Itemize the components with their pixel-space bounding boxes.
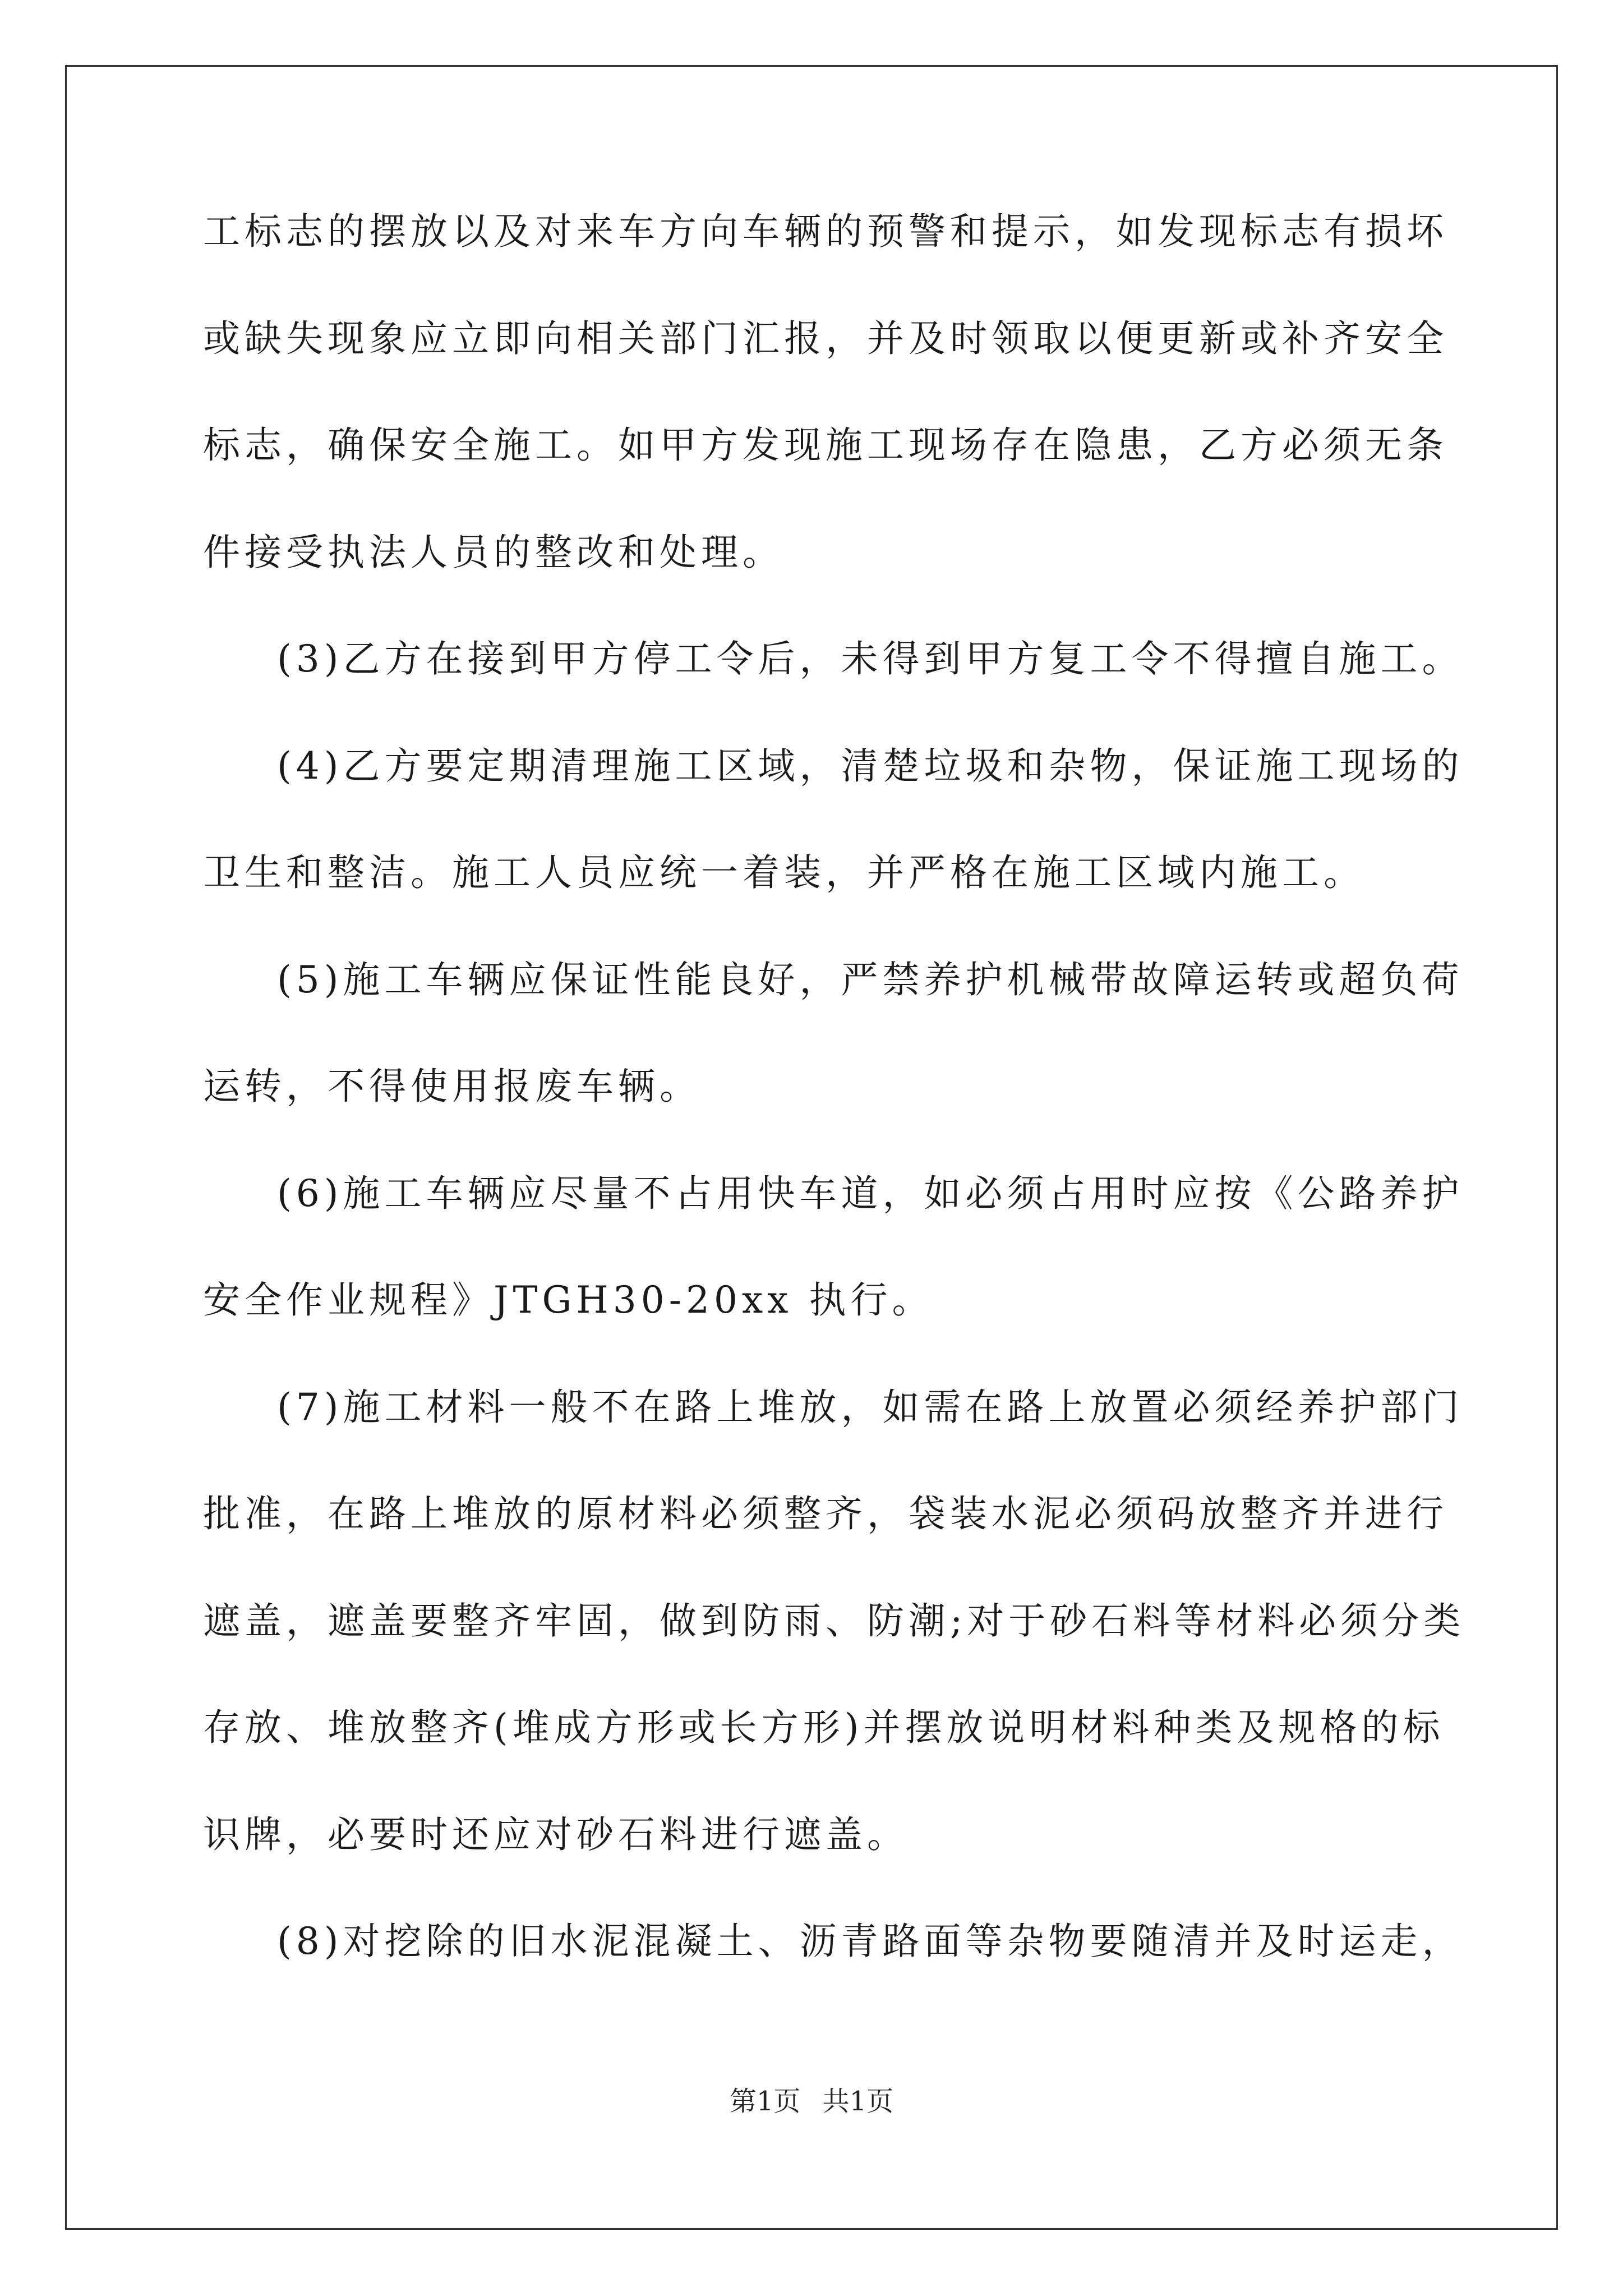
text-line-14: 遮盖，遮盖要整齐牢固，做到防雨、防潮;对于砂石料等材料必须分类 — [203, 1599, 1465, 1642]
text-line-15: 存放、堆放整齐(堆成方形或长方形)并摆放说明材料种类及规格的标 — [203, 1706, 1445, 1749]
text-line-16: 识牌，必要时还应对砂石料进行遮盖。 — [203, 1812, 909, 1856]
page-number: 第1页 — [729, 2086, 801, 2117]
text-line-2: 或缺失现象应立即向相关部门汇报，并及时领取以便更新或补齐安全 — [203, 316, 1448, 360]
text-line-11: 安全作业规程》JTGH30-20xx 执行。 — [203, 1278, 934, 1322]
page-footer — [0, 2088, 1623, 2115]
text-line-4: 件接受执法人员的整改和处理。 — [203, 530, 784, 574]
page-total: 共1页 — [822, 2086, 894, 2117]
text-line-8: (5)施工车辆应保证性能良好，严禁养护机械带故障运转或超负荷 — [277, 958, 1464, 1001]
document-body — [203, 210, 1465, 2030]
text-line-9: 运转，不得使用报废车辆。 — [203, 1065, 701, 1108]
text-line-17: (8)对挖除的旧水泥混凝土、沥青路面等杂物要随清并及时运走， — [277, 1920, 1464, 1963]
text-line-13: 批准，在路上堆放的原材料必须整齐，袋装水泥必须码放整齐并进行 — [203, 1492, 1448, 1535]
text-line-10: (6)施工车辆应尽量不占用快车道，如必须占用时应按《公路养护 — [277, 1171, 1464, 1215]
text-line-5: (3)乙方在接到甲方停工令后，未得到甲方复工令不得擅自施工。 — [277, 637, 1464, 680]
text-line-1: 工标志的摆放以及对来车方向车辆的预警和提示，如发现标志有损坏 — [203, 210, 1448, 253]
text-line-7: 卫生和整洁。施工人员应统一着装，并严格在施工区域内施工。 — [203, 851, 1365, 894]
text-line-3: 标志，确保安全施工。如甲方发现施工现场存在隐患，乙方必须无条 — [203, 424, 1448, 467]
text-line-12: (7)施工材料一般不在路上堆放，如需在路上放置必须经养护部门 — [277, 1385, 1464, 1429]
text-line-6: (4)乙方要定期清理施工区域，清楚垃圾和杂物，保证施工现场的 — [277, 744, 1464, 788]
